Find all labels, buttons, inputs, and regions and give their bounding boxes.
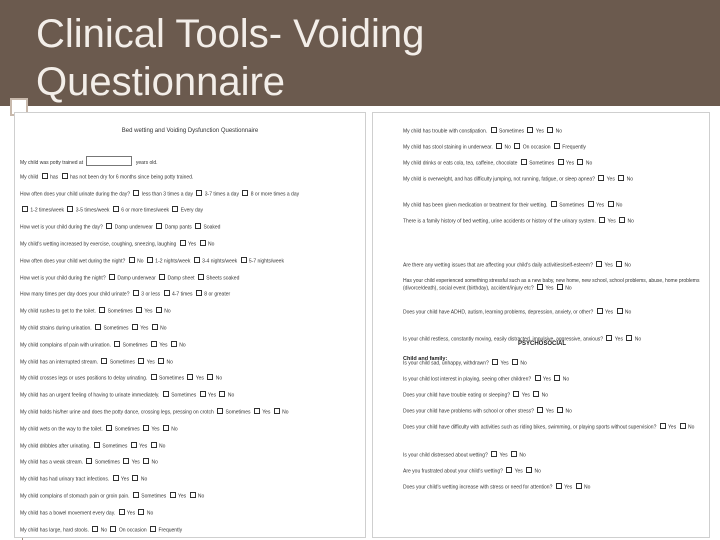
checkbox[interactable] xyxy=(136,307,142,313)
checkbox[interactable] xyxy=(156,223,162,229)
checkbox[interactable] xyxy=(109,274,115,280)
checkbox[interactable] xyxy=(67,206,73,212)
checkbox[interactable] xyxy=(254,408,260,414)
questionnaire-page-left xyxy=(14,112,366,538)
question-item: My child has stool staining in underwear. No On occasion Frequently xyxy=(403,144,586,151)
checkbox[interactable] xyxy=(551,201,557,207)
question-item: My child was potty trained at years old. xyxy=(20,156,158,166)
answer-field[interactable] xyxy=(86,156,132,166)
psychosocial-question: Has your child experienced something stressful such as a new baby, new home, new school, school problems, abuse, home problems (divorce/death), social event (birthday), accident/injury etc? Yes No xyxy=(403,278,700,292)
checkbox[interactable] xyxy=(151,374,157,380)
question-item: How wet is your child during the night? Damp underwear Damp sheet Sheets soaked xyxy=(20,275,240,282)
checkbox[interactable] xyxy=(138,509,144,515)
checkbox[interactable] xyxy=(618,175,624,181)
checkbox[interactable] xyxy=(156,307,162,313)
psychosocial-question: Is your child restless, constantly moving, easily distracted, impulsive, aggressive, anxious? Yes No xyxy=(403,336,642,343)
checkbox[interactable] xyxy=(558,159,564,165)
checkbox[interactable] xyxy=(158,358,164,364)
checkbox[interactable] xyxy=(217,408,223,414)
question-item: My child has a weak stream. Sometimes Yes No xyxy=(20,459,158,466)
psychosocial-question: Are there any wetting issues that are affecting your child's daily activities/self-esteem? Yes No xyxy=(403,262,631,269)
checkbox[interactable] xyxy=(526,467,532,473)
checkbox[interactable] xyxy=(138,358,144,364)
checkbox[interactable] xyxy=(535,375,541,381)
checkbox[interactable] xyxy=(597,308,603,314)
checkbox[interactable] xyxy=(554,375,560,381)
checkbox[interactable] xyxy=(196,290,202,296)
question-item: My child has an interrupted stream. Sometimes Yes No xyxy=(20,359,173,366)
checkbox[interactable] xyxy=(588,201,594,207)
checkbox[interactable] xyxy=(200,240,206,246)
checkbox[interactable] xyxy=(496,143,502,149)
checkbox[interactable] xyxy=(616,261,622,267)
psychosocial-question: Is your child sad, unhappy, withdrawn? Yes No xyxy=(403,360,527,367)
checkbox[interactable] xyxy=(132,324,138,330)
checkbox[interactable] xyxy=(491,127,497,133)
checkbox[interactable] xyxy=(133,290,139,296)
section-title: PSYCHOSOCIAL xyxy=(517,341,566,347)
checkbox[interactable] xyxy=(147,257,153,263)
question-item: My child strains during urination. Sometimes Yes No xyxy=(20,325,167,332)
psychosocial-question: Does your child have trouble eating or sleeping? Yes No xyxy=(403,392,549,399)
question-item: My child rushes to get to the toilet. Sometimes Yes No xyxy=(20,308,171,315)
checkbox[interactable] xyxy=(626,335,632,341)
checkbox[interactable] xyxy=(133,492,139,498)
checkbox[interactable] xyxy=(22,206,28,212)
checkbox[interactable] xyxy=(113,475,119,481)
checkbox[interactable] xyxy=(143,425,149,431)
checkbox[interactable] xyxy=(577,159,583,165)
checkbox[interactable] xyxy=(513,391,519,397)
checkbox[interactable] xyxy=(554,143,560,149)
psychosocial-question: Does your child have ADHD, autism, learning problems, depression, anxiety, or other? Yes No xyxy=(403,309,632,316)
question-item: My child complains of pain with urination. Sometimes Yes No xyxy=(20,342,186,349)
checkbox[interactable] xyxy=(506,467,512,473)
checkbox[interactable] xyxy=(521,159,527,165)
checkbox[interactable] xyxy=(219,391,225,397)
question-item: How many times per day does your child urinate? 3 or less 4-7 times 8 or greater xyxy=(20,291,231,298)
checkbox[interactable] xyxy=(512,359,518,365)
checkbox[interactable] xyxy=(164,290,170,296)
question-item: My child has trouble with constipation. Sometimes Yes No xyxy=(403,128,563,135)
checkbox[interactable] xyxy=(619,217,625,223)
checkbox[interactable] xyxy=(617,308,623,314)
checkbox[interactable] xyxy=(511,451,517,457)
checkbox[interactable] xyxy=(194,257,200,263)
checkbox[interactable] xyxy=(129,257,135,263)
question-item: My child has been given medication or treatment for their wetting. Sometimes Yes No xyxy=(403,202,623,209)
checkbox[interactable] xyxy=(151,442,157,448)
checkbox[interactable] xyxy=(172,206,178,212)
question-item: My child holds his/her urine and does the potty dance, crossing legs, pressing on crotch Sometimes Yes No xyxy=(20,409,289,416)
checkbox[interactable] xyxy=(514,143,520,149)
checkbox[interactable] xyxy=(42,173,48,179)
checkbox[interactable] xyxy=(596,261,602,267)
checkbox[interactable] xyxy=(131,442,137,448)
question-item: How often does your child wet during the night? No 1-2 nights/week 3-4 nights/week 5-7 nights/week xyxy=(20,258,284,265)
question-item: My child has has not been dry for 6 months since being potty trained. xyxy=(20,174,194,181)
checkbox[interactable] xyxy=(86,458,92,464)
question-item: My child is overweight, and has difficulty jumping, not running, fatigue, or sleep apnea? Yes No xyxy=(403,176,633,183)
checkbox[interactable] xyxy=(599,217,605,223)
checkbox[interactable] xyxy=(608,201,614,207)
checkbox[interactable] xyxy=(195,223,201,229)
checkbox[interactable] xyxy=(207,374,213,380)
checkbox[interactable] xyxy=(196,190,202,196)
section-subheading: Child and family: xyxy=(403,356,448,362)
checkbox[interactable] xyxy=(491,451,497,457)
psychosocial-question: Is your child lost interest in playing, seeing other children? Yes No xyxy=(403,376,570,383)
checkbox[interactable] xyxy=(576,483,582,489)
checkbox[interactable] xyxy=(557,284,563,290)
slide-header xyxy=(0,0,720,106)
psychosocial-question: Does your child have problems with school or other stress? Yes No xyxy=(403,408,572,415)
checkbox[interactable] xyxy=(537,284,543,290)
question-item: My child's wetting increased by exercise, coughing, sneezing, laughing Yes No xyxy=(20,241,215,248)
checkbox[interactable] xyxy=(95,324,101,330)
checkbox[interactable] xyxy=(241,257,247,263)
checkbox[interactable] xyxy=(94,442,100,448)
question-item: My child has an urgent feeling of having to urinate immediately. Sometimes Yes No xyxy=(20,392,235,399)
checkbox[interactable] xyxy=(99,307,105,313)
checkbox[interactable] xyxy=(533,391,539,397)
checkbox[interactable] xyxy=(143,458,149,464)
checkbox[interactable] xyxy=(62,173,68,179)
checkbox[interactable] xyxy=(114,341,120,347)
checkbox[interactable] xyxy=(190,492,196,498)
checkbox[interactable] xyxy=(92,526,98,532)
checkbox[interactable] xyxy=(163,391,169,397)
checkbox[interactable] xyxy=(680,423,686,429)
checkbox[interactable] xyxy=(606,335,612,341)
checkbox[interactable] xyxy=(274,408,280,414)
checkbox[interactable] xyxy=(660,423,666,429)
checkbox[interactable] xyxy=(537,407,543,413)
checkbox[interactable] xyxy=(132,475,138,481)
questionnaire-page-right xyxy=(372,112,710,538)
question-item: My child wets on the way to the toilet. Sometimes Yes No xyxy=(20,426,178,433)
question-item: How often does your child urinate during the day? less than 3 times a day 3-7 times a day 8 or more times a day xyxy=(20,191,300,198)
question-item: My child has had urinary tract infections. Yes No xyxy=(20,476,148,483)
question-item: My child has large, hard stools. No On occasion Frequently xyxy=(20,527,183,534)
checkbox[interactable] xyxy=(163,425,169,431)
checkbox[interactable] xyxy=(133,190,139,196)
checkbox[interactable] xyxy=(547,127,553,133)
question-item: My child has a bowel movement every day. Yes No xyxy=(20,510,154,517)
question-item: My child crosses legs or uses positions to delay urinating. Sometimes Yes No xyxy=(20,375,223,382)
checkbox[interactable] xyxy=(151,341,157,347)
checkbox[interactable] xyxy=(187,374,193,380)
question-item: There is a family history of bed wetting, urine accidents or history of the urinary system. Yes No xyxy=(403,218,634,225)
psychosocial-question: Does your child have difficulty with activities such as riding bikes, swimming, or playing sports without supervision? Yes No xyxy=(403,424,695,431)
question-item: 1-2 times/week 3-5 times/week 6 or more times/week Every day xyxy=(20,206,203,214)
question-item: My child complains of stomach pain or groin pain. Sometimes Yes No xyxy=(20,493,205,500)
checkbox[interactable] xyxy=(123,458,129,464)
checkbox[interactable] xyxy=(106,223,112,229)
checkbox[interactable] xyxy=(557,407,563,413)
checkbox[interactable] xyxy=(113,206,119,212)
checkbox[interactable] xyxy=(527,127,533,133)
question-item: My child dribbles after urinating. Sometimes Yes No xyxy=(20,443,166,450)
psychosocial-question: Is your child distressed about wetting? Yes No xyxy=(403,452,526,459)
checkbox[interactable] xyxy=(171,341,177,347)
checkbox[interactable] xyxy=(110,526,116,532)
checkbox[interactable] xyxy=(159,274,165,280)
psychosocial-question: Are you frustrated about your child's wetting? Yes No xyxy=(403,468,541,475)
document-heading: Bed wetting and Voiding Dysfunction Questionnaire xyxy=(121,128,259,134)
slide-title: Clinical Tools- Voiding Questionnaire xyxy=(36,12,425,104)
question-item: My child drinks or eats cola, tea, caffeine, chocolate Sometimes Yes No xyxy=(403,160,593,167)
checkbox[interactable] xyxy=(119,509,125,515)
checkbox[interactable] xyxy=(556,483,562,489)
checkbox[interactable] xyxy=(101,358,107,364)
checkbox[interactable] xyxy=(152,324,158,330)
checkbox[interactable] xyxy=(180,240,186,246)
checkbox[interactable] xyxy=(492,359,498,365)
checkbox[interactable] xyxy=(242,190,248,196)
psychosocial-question: Does your child's wetting increase with stress or need for attention? Yes No xyxy=(403,484,591,491)
question-item: How wet is your child during the day? Damp underwear Damp pants Soaked xyxy=(20,224,221,231)
checkbox[interactable] xyxy=(106,425,112,431)
checkbox[interactable] xyxy=(150,526,156,532)
checkbox[interactable] xyxy=(170,492,176,498)
checkbox[interactable] xyxy=(200,391,206,397)
checkbox[interactable] xyxy=(198,274,204,280)
checkbox[interactable] xyxy=(598,175,604,181)
